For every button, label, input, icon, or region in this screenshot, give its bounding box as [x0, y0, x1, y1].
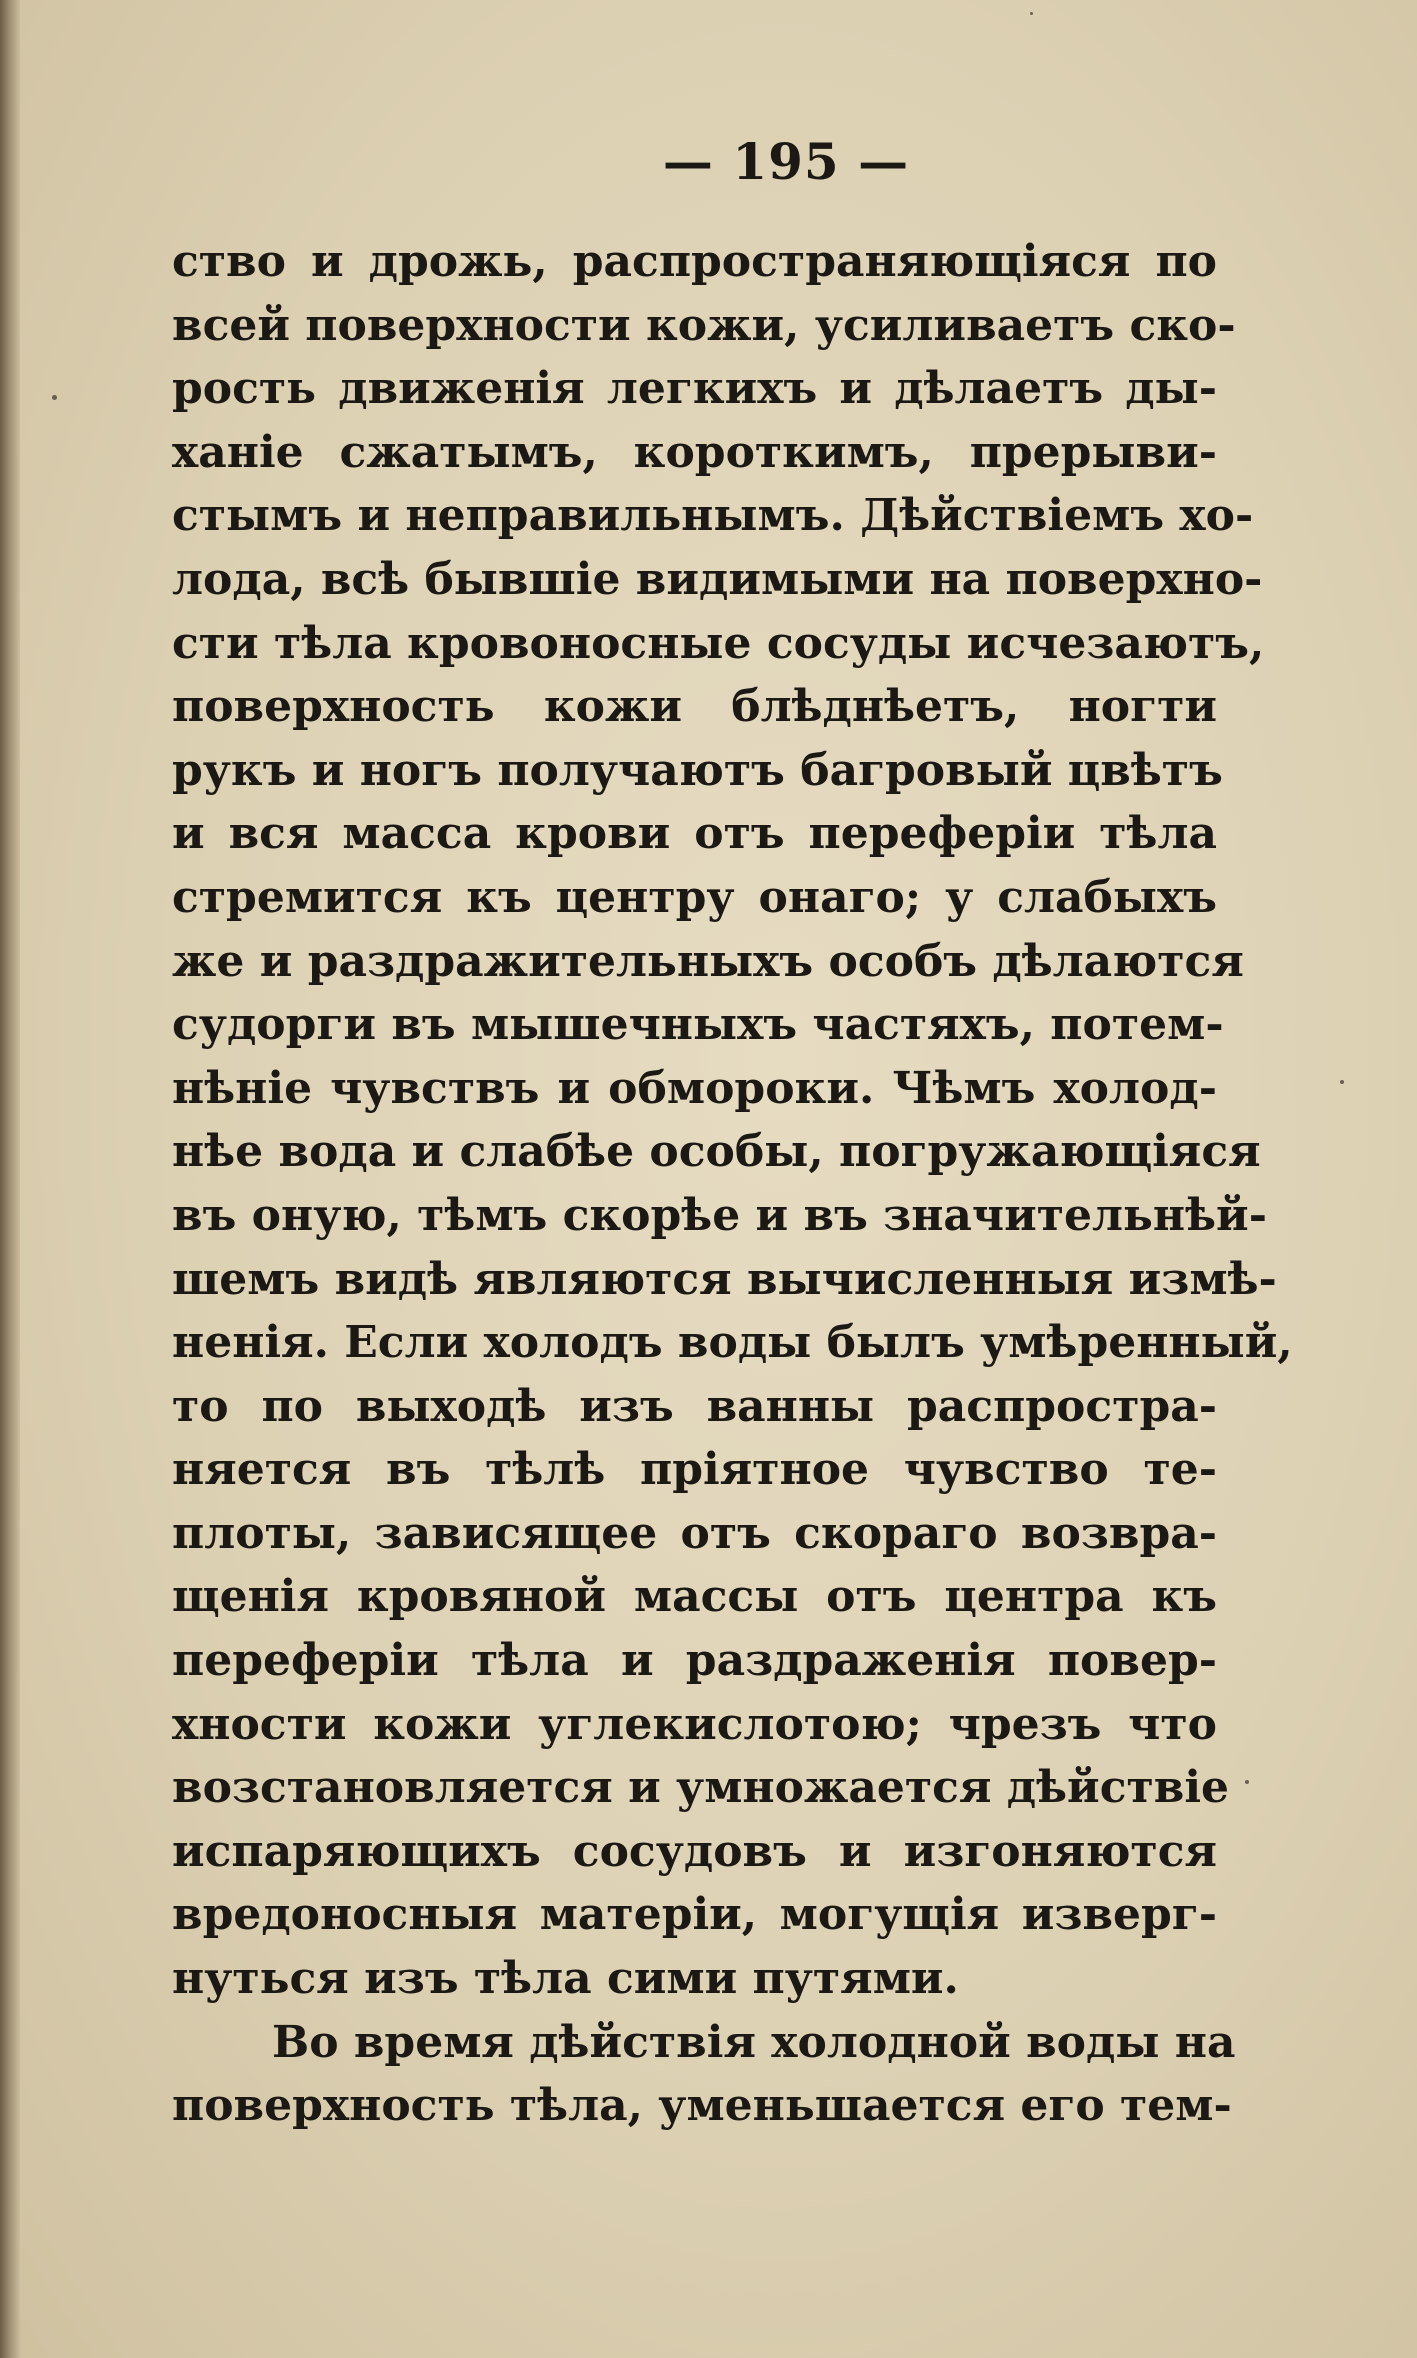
text-line: нуться изъ тѣла сими путями. — [172, 1953, 959, 2005]
body-text — [172, 230, 1293, 2138]
text-line: стремится къ центру онаго; у слабыхъ — [172, 871, 1217, 923]
paper-speck — [52, 395, 57, 400]
text-line: то по выходѣ изъ ванны распростра- — [172, 1380, 1217, 1432]
page-binding-edge — [0, 0, 20, 2358]
text-line: ненія. Если холодъ воды былъ умѣренный, — [172, 1317, 1293, 1369]
text-line: стымъ и неправильнымъ. Дѣйствіемъ хо- — [172, 490, 1254, 542]
text-line: плоты, зависящее отъ скораго возвра- — [172, 1507, 1217, 1559]
text-line: испаряющихъ сосудовъ и изгоняются — [172, 1825, 1217, 1877]
text-line: рукъ и ногъ получаютъ багровый цвѣтъ — [172, 744, 1223, 796]
text-line: Во время дѣйствія холодной воды на — [272, 2016, 1236, 2068]
text-line: хности кожи углекислотою; чрезъ что — [172, 1698, 1217, 1750]
paper-speck — [1340, 1080, 1344, 1084]
text-line: шемъ видѣ являются вычисленныя измѣ- — [172, 1253, 1277, 1305]
text-line: сти тѣла кровоносные сосуды исчезаютъ, — [172, 617, 1265, 669]
text-line: судорги въ мышечныхъ частяхъ, потем- — [172, 999, 1224, 1051]
paper-speck — [1030, 12, 1033, 15]
text-line: няется въ тѣлѣ пріятное чувство те- — [172, 1444, 1217, 1496]
text-line: переферіи тѣла и раздраженія повер- — [172, 1635, 1217, 1687]
text-line: ханіе сжатымъ, короткимъ, прерыви- — [172, 426, 1217, 478]
text-line: вредоносныя матеріи, могущія изверг- — [172, 1889, 1217, 1941]
text-line: всей поверхности кожи, усиливаетъ ско- — [172, 299, 1236, 351]
page-number: — 195 — — [662, 132, 910, 191]
text-line: въ оную, тѣмъ скорѣе и въ значительнѣй- — [172, 1189, 1267, 1241]
text-line: поверхность кожи блѣднѣетъ, ногти — [172, 681, 1217, 733]
text-line: лода, всѣ бывшіе видимыми на поверхно- — [172, 553, 1263, 605]
text-line: нѣе вода и слабѣе особы, погружающіяся — [172, 1126, 1261, 1178]
text-line: возстановляется и умножается дѣйствіе — [172, 1762, 1230, 1814]
paper-speck — [1245, 1780, 1249, 1784]
text-line: рость движенія легкихъ и дѣлаетъ ды- — [172, 363, 1217, 415]
text-line: же и раздражительныхъ особъ дѣлаются — [172, 935, 1244, 987]
text-line: поверхность тѣла, уменьшается его тем- — [172, 2080, 1232, 2132]
text-line: щенія кровяной массы отъ центра къ — [172, 1571, 1217, 1623]
text-line: ство и дрожь, распространяющіяся по — [172, 236, 1217, 287]
text-line: и вся масса крови отъ переферіи тѣла — [172, 808, 1217, 860]
text-line: нѣніе чувствъ и обмороки. Чѣмъ холод- — [172, 1062, 1217, 1114]
